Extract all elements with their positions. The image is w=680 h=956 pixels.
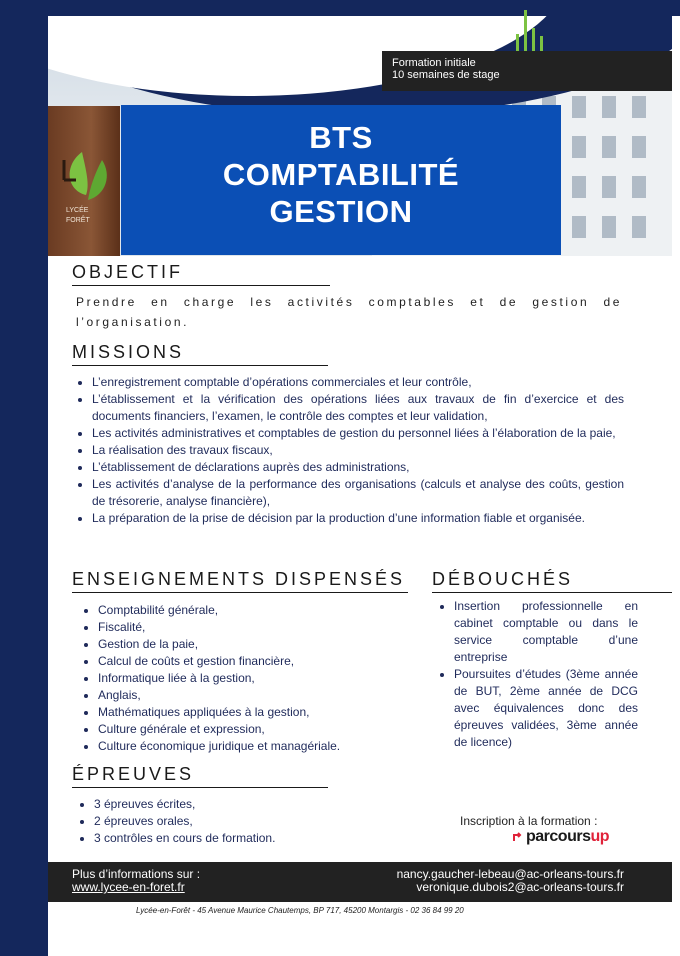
objectif-heading: OBJECTIF	[72, 262, 330, 286]
footer-info-label: Plus d’informations sur :	[72, 867, 201, 881]
objectif-text: Prendre en charge les activités comptables et de gestion de l’organisation.	[76, 295, 622, 329]
svg-text:FORÊT: FORÊT	[66, 217, 90, 224]
formation-tag	[382, 51, 672, 91]
email-link-2[interactable]: veronique.dubois2@ac-orleans-tours.fr	[416, 880, 624, 894]
svg-text:LYCÉE: LYCÉE	[66, 207, 89, 214]
parcoursup-brand-part2: up	[590, 828, 610, 845]
title-box	[121, 105, 561, 255]
address-line: Lycée-en-Forêt - 45 Avenue Maurice Chautemps, BP 717, 45200 Montargis - 02 36 84 99 20	[136, 906, 464, 915]
title-line-3: GESTION	[269, 194, 413, 229]
mission-item: • L’établissement et la vérification des opérations liées aux travaux de fin d’exercice et des documents financiers, l’examen, le contrôle des comptes et leur validation,	[92, 391, 624, 425]
debouche-item: • Insertion professionnelle en cabinet comptable ou dans le service comptable d’une entreprise	[454, 598, 638, 666]
missions-list	[74, 374, 624, 527]
email-link-1[interactable]: nancy.gaucher-lebeau@ac-orleans-tours.fr	[396, 867, 624, 881]
enseignement-item: • Gestion de la paie,	[98, 636, 418, 653]
missions-heading: MISSIONS	[72, 342, 328, 366]
inscription-label: Inscription à la formation :	[460, 814, 598, 828]
enseignement-item: • Culture économique juridique et managériale.	[98, 738, 418, 755]
enseignement-item: • Anglais,	[98, 687, 418, 704]
epreuves-list	[76, 796, 394, 847]
mission-item: • L’enregistrement comptable d’opérations commerciales et leur contrôle,	[92, 374, 624, 391]
mission-item: • Les activités d’analyse de la performance des organisations (calculs et analyse des coûts, gestion de trésorerie, analyse financière),	[92, 476, 624, 510]
enseignements-list	[80, 602, 418, 755]
mission-item: • L’établissement de déclarations auprès des administrations,	[92, 459, 624, 476]
epreuve-item: • 3 contrôles en cours de formation.	[94, 830, 394, 847]
mission-item: • La réalisation des travaux fiscaux,	[92, 442, 624, 459]
parcoursup-logo[interactable]	[512, 828, 609, 846]
enseignement-item: • Calcul de coûts et gestion financière,	[98, 653, 418, 670]
tag-line-1: Formation initiale	[392, 57, 476, 69]
epreuve-item: • 2 épreuves orales,	[94, 813, 394, 830]
enseignement-item: • Culture générale et expression,	[98, 721, 418, 738]
website-link[interactable]: www.lycee-en-foret.fr	[72, 880, 185, 894]
epreuves-heading: ÉPREUVES	[72, 764, 328, 788]
title-line-1: BTS	[309, 120, 373, 155]
mission-item: • Les activités administratives et comptables de gestion du personnel liées à l’élaboration de la paie,	[92, 425, 624, 442]
debouches-list	[436, 598, 638, 751]
footer-bar	[48, 862, 672, 902]
tag-line-2: 10 semaines de stage	[392, 69, 500, 81]
enseignement-item: • Comptabilité générale,	[98, 602, 418, 619]
enseignement-item: • Mathématiques appliquées à la gestion,	[98, 704, 418, 721]
enseignement-item: • Informatique liée à la gestion,	[98, 670, 418, 687]
debouche-item: • Poursuites d’études (3ème année de BUT, 2ème année de DCG avec équivalences donc des épreuves validées, 3ème année de licence)	[454, 666, 638, 751]
parcoursup-brand-part1: parcours	[526, 828, 591, 845]
debouches-heading: DÉBOUCHÉS	[432, 569, 672, 593]
enseignement-item: • Fiscalité,	[98, 619, 418, 636]
title-line-2: COMPTABILITÉ	[222, 157, 460, 192]
lycee-logo-icon	[56, 140, 118, 230]
top-frame	[0, 0, 680, 16]
left-frame	[0, 0, 48, 956]
parcoursup-arrow-icon	[512, 829, 526, 843]
epreuve-item: • 3 épreuves écrites,	[94, 796, 394, 813]
enseignements-heading: ENSEIGNEMENTS DISPENSÉS	[72, 569, 408, 593]
mission-item: • La préparation de la prise de décision par la production d’une information fiable et organisée.	[92, 510, 624, 527]
